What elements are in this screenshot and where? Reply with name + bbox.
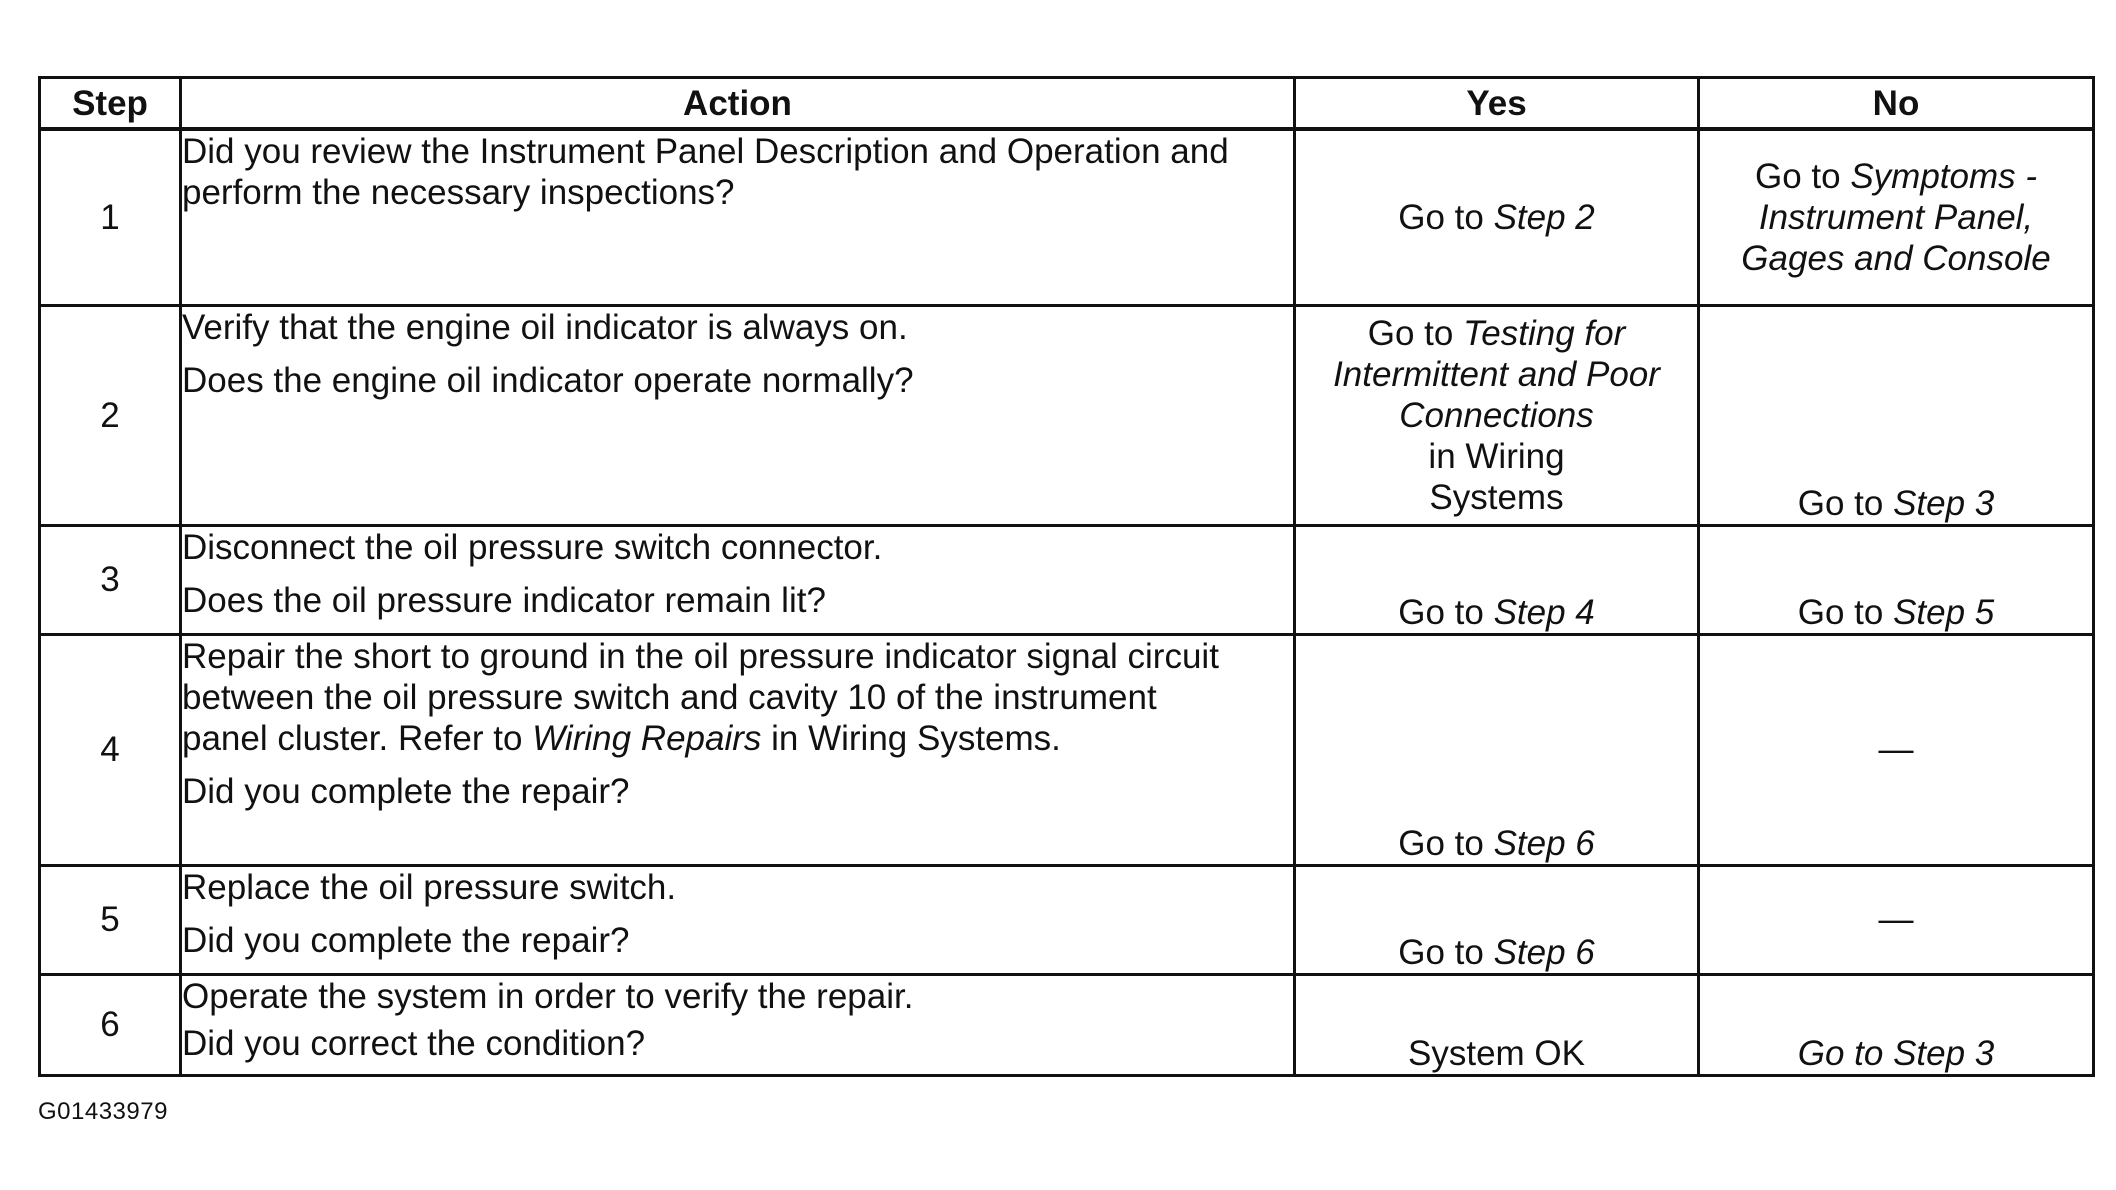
table-row <box>40 634 2094 865</box>
step-number: 4 <box>40 634 181 865</box>
no-prefix: Go to <box>1754 156 1851 196</box>
action-text-post: in Wiring Systems. <box>761 718 1061 758</box>
no-prefix: Go to <box>1797 483 1894 523</box>
step-number: 6 <box>40 974 181 1075</box>
action-cell <box>181 525 1295 634</box>
yes-cell <box>1295 129 1699 305</box>
action-cell <box>181 129 1295 305</box>
diagnostic-table <box>38 76 2095 1077</box>
header-step: Step <box>40 78 181 130</box>
yes-cell <box>1295 305 1699 525</box>
table-header-row <box>40 78 2094 130</box>
no-cell <box>1699 974 2094 1075</box>
yes-cell <box>1295 634 1699 865</box>
action-text-pre: Repair the short to ground in the oil pressure indicator signal circuit between the oil pressure switch and cavity 10 of the instrument panel cluster. Refer to <box>182 636 1219 758</box>
yes-link[interactable]: Step 4 <box>1493 592 1595 632</box>
yes-prefix: Go to <box>1398 932 1494 972</box>
no-cell <box>1699 525 2094 634</box>
yes-prefix: Go to <box>1398 823 1494 863</box>
table-row <box>40 305 2094 525</box>
action-link[interactable]: Wiring Repairs <box>532 718 762 758</box>
yes-cell <box>1295 865 1699 974</box>
step-number: 3 <box>40 525 181 634</box>
no-prefix: Go to <box>1797 592 1894 632</box>
no-dash: — <box>1878 900 1914 939</box>
header-action: Action <box>181 78 1295 130</box>
yes-prefix: Go to <box>1367 313 1464 353</box>
step-number: 2 <box>40 305 181 525</box>
yes-prefix: Go to <box>1398 197 1494 237</box>
yes-link[interactable]: Step 6 <box>1493 823 1595 863</box>
no-cell <box>1699 129 2094 305</box>
action-text: Operate the system in order to verify the repair. <box>182 976 914 1016</box>
step-number: 5 <box>40 865 181 974</box>
action-text: Did you review the Instrument Panel Description and Operation and perform the necessary inspections? <box>182 132 1229 212</box>
table-row <box>40 865 2094 974</box>
action-text: Disconnect the oil pressure switch connector. <box>182 527 883 567</box>
no-dash: — <box>1878 730 1914 769</box>
action-question: Does the oil pressure indicator remain lit? <box>182 580 826 620</box>
action-question: Did you complete the repair? <box>182 920 630 960</box>
action-cell <box>181 634 1295 865</box>
action-cell <box>181 305 1295 525</box>
action-question: Did you complete the repair? <box>182 771 630 811</box>
yes-suffix: in Wiring Systems <box>1428 436 1565 517</box>
no-cell <box>1699 305 2094 525</box>
table-row <box>40 129 2094 305</box>
yes-link[interactable]: Testing for Intermittent and Poor Connections <box>1333 313 1660 435</box>
table-row <box>40 974 2094 1075</box>
no-cell <box>1699 634 2094 865</box>
no-cell <box>1699 865 2094 974</box>
yes-prefix: Go to <box>1398 592 1494 632</box>
no-link[interactable]: Step 3 <box>1893 1033 1995 1073</box>
table-row <box>40 525 2094 634</box>
header-no: No <box>1699 78 2094 130</box>
action-cell <box>181 974 1295 1075</box>
no-link[interactable]: Symptoms - Instrument Panel, Gages and Console <box>1741 156 2051 278</box>
action-text: Replace the oil pressure switch. <box>182 867 677 907</box>
no-prefix: Go to <box>1797 1033 1894 1073</box>
yes-link[interactable]: Step 6 <box>1493 932 1595 972</box>
action-question: Did you correct the condition? <box>182 1023 646 1063</box>
action-cell <box>181 865 1295 974</box>
action-text <box>182 636 1293 759</box>
step-number: 1 <box>40 129 181 305</box>
figure-id: G01433979 <box>38 1098 168 1125</box>
no-link[interactable]: Step 5 <box>1893 592 1995 632</box>
header-yes: Yes <box>1295 78 1699 130</box>
no-link[interactable]: Step 3 <box>1893 483 1995 523</box>
action-text: Verify that the engine oil indicator is always on. <box>182 307 908 347</box>
yes-link[interactable]: Step 2 <box>1493 197 1595 237</box>
yes-cell <box>1295 525 1699 634</box>
yes-cell <box>1295 974 1699 1075</box>
action-question: Does the engine oil indicator operate normally? <box>182 360 914 400</box>
yes-text: System OK <box>1408 1033 1585 1073</box>
